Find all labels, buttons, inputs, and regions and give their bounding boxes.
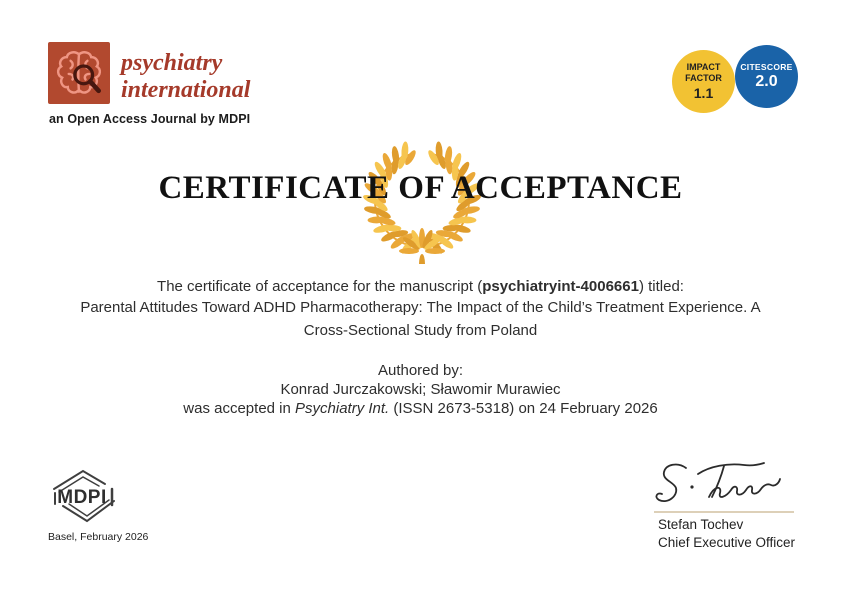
signature-divider (654, 511, 794, 513)
journal-tagline: an Open Access Journal by MDPI (49, 112, 251, 126)
signature-name: Stefan Tochev (658, 517, 744, 532)
intro-line (0, 277, 841, 296)
journal-name-line2: international (121, 77, 251, 103)
journal-name-line1: psychiatry (121, 50, 223, 76)
mdpi-hexagon-icon (46, 465, 124, 527)
journal-name (121, 50, 250, 104)
intro-suffix: ) titled: (638, 278, 684, 295)
citescore-label: CITESCORE (740, 62, 793, 72)
manuscript-id: psychiatryint-4006661 (482, 278, 639, 295)
authors-line: Konrad Jurczakowski; Sławomir Murawiec (280, 381, 561, 398)
place-date: Basel, February 2026 (48, 531, 149, 543)
citescore-badge (735, 45, 798, 108)
certificate-title: CERTIFICATE OF ACCEPTANCE (158, 170, 683, 206)
manuscript-title: Parental Attitudes Toward ADHD Pharmacotherapy: The Impact of the Child’s Treatment Experience. A Cross-Sectional Study from Poland (80, 299, 761, 339)
brain-magnifier-icon (50, 44, 108, 102)
signature-title: Chief Executive Officer (658, 535, 796, 550)
accepted-prefix: was accepted in (183, 400, 296, 417)
impact-factor-value: 1.1 (693, 85, 714, 101)
accepted-line (0, 399, 841, 418)
journal-logo (48, 42, 110, 104)
mdpi-logo-text: MDPI (57, 487, 107, 508)
intro-prefix: The certificate of acceptance for the manuscript ( (157, 278, 483, 295)
authored-by-label: Authored by: (377, 362, 464, 379)
certificate-body (0, 277, 841, 418)
citescore-value: 2.0 (755, 73, 778, 90)
impact-factor-badge (672, 50, 735, 113)
impact-factor-label: IMPACT FACTOR (685, 62, 722, 83)
signature-script-icon (648, 454, 798, 509)
journal-abbrev: Psychiatry Int. (295, 400, 390, 417)
accepted-suffix: (ISSN 2673-5318) on 24 February 2026 (389, 400, 658, 417)
